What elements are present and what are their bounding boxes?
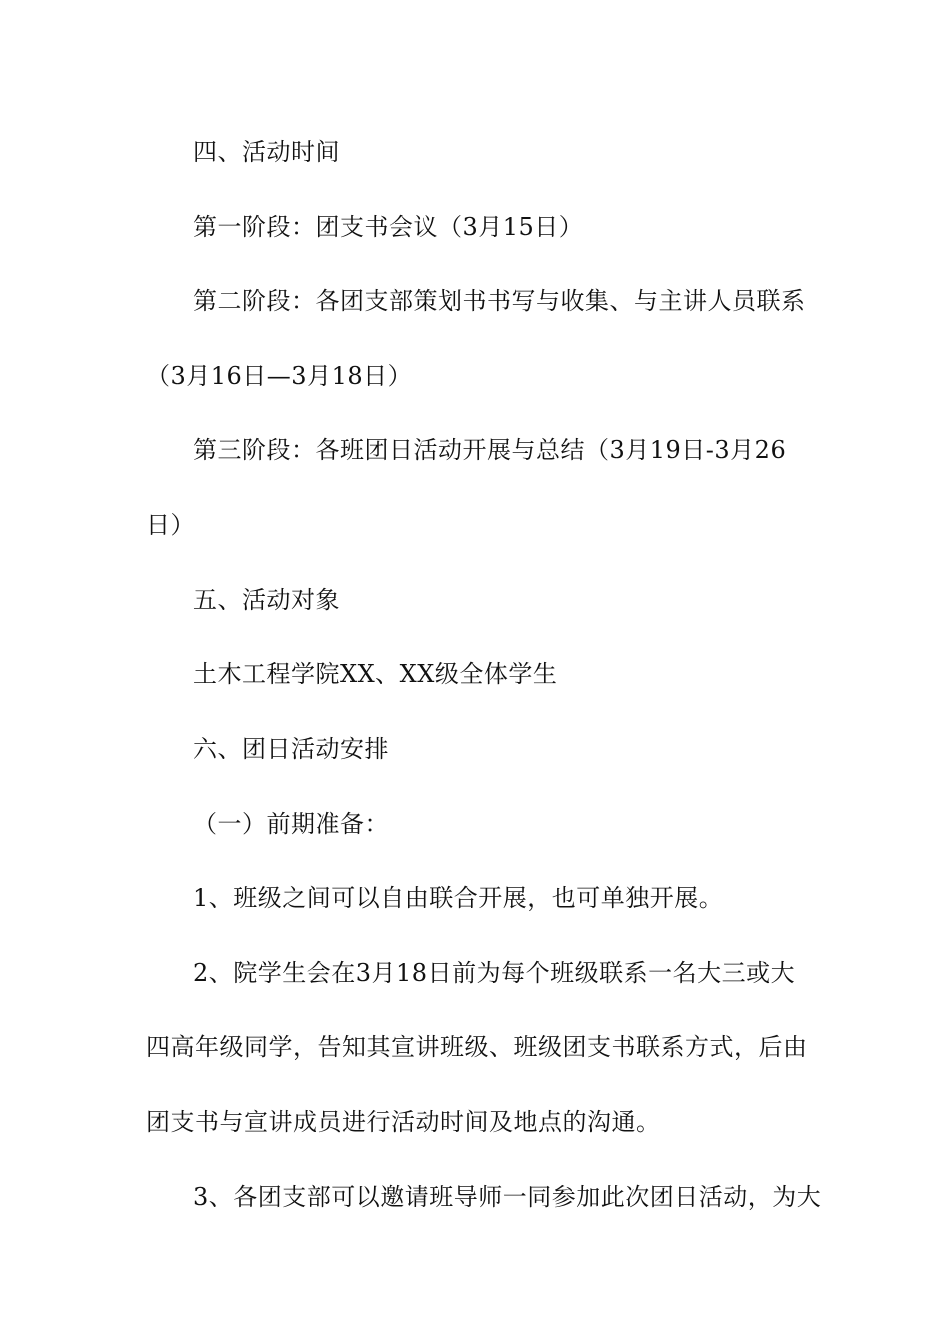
- paragraph-line: 四高年级同学，告知其宣讲班级、班级团支书联系方式，后由: [146, 1033, 808, 1061]
- paragraph-line: （3月16日—3月18日）: [146, 362, 413, 390]
- paragraph-line: 第一阶段：团支书会议（3月15日）: [193, 213, 584, 241]
- paragraph-line: 土木工程学院XX、XX级全体学生: [193, 660, 558, 688]
- paragraph-line: 第二阶段：各团支部策划书书写与收集、与主讲人员联系: [193, 287, 806, 315]
- subsection-heading-preparation: （一）前期准备：: [193, 810, 389, 838]
- section-heading-activity-arrangement: 六、团日活动安排: [193, 735, 389, 763]
- section-heading-activity-target: 五、活动对象: [193, 586, 340, 614]
- section-heading-activity-time: 四、活动时间: [193, 138, 340, 166]
- paragraph-line: 团支书与宣讲成员进行活动时间及地点的沟通。: [146, 1108, 661, 1136]
- list-item: 3、各团支部可以邀请班导师一同参加此次团日活动，为大: [193, 1183, 822, 1211]
- paragraph-line: 第三阶段：各班团日活动开展与总结（3月19日-3月26: [193, 436, 787, 464]
- list-item: 1、班级之间可以自由联合开展，也可单独开展。: [193, 884, 724, 912]
- paragraph-line: 日）: [146, 511, 195, 539]
- list-item: 2、院学生会在3月18日前为每个班级联系一名大三或大: [193, 959, 796, 987]
